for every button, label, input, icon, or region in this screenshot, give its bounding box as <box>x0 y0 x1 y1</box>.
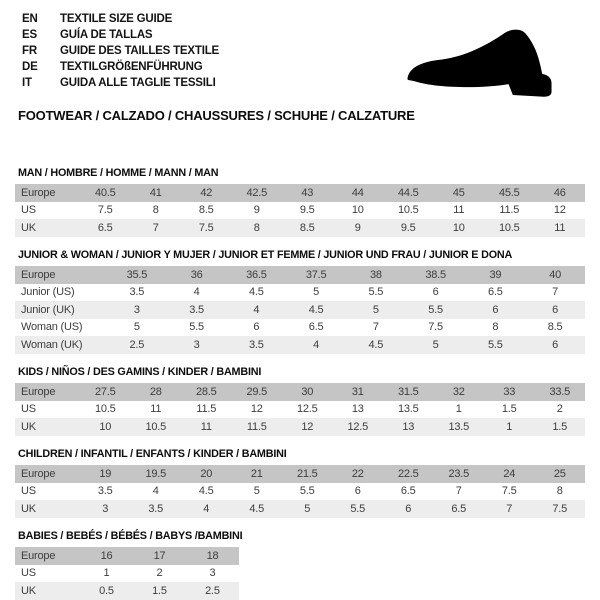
size-value: 13 <box>351 403 364 416</box>
size-value: 19.5 <box>145 467 167 480</box>
size-value: 3.5 <box>189 303 204 316</box>
size-value: 11 <box>150 403 162 416</box>
size-value: 7.5 <box>97 204 113 217</box>
size-value: 1.5 <box>552 420 568 433</box>
row-label: Europe <box>21 467 56 480</box>
size-value: 10 <box>99 420 112 433</box>
size-value: 28.5 <box>195 385 217 398</box>
size-value: 5.5 <box>189 321 204 334</box>
size-value: 5.5 <box>488 338 503 351</box>
size-value: 5.5 <box>368 286 384 299</box>
table-row <box>15 383 585 401</box>
size-value: 13 <box>402 420 415 433</box>
size-value: 17 <box>153 549 166 562</box>
size-value: 33 <box>503 385 516 398</box>
size-value: 10.5 <box>94 403 116 416</box>
size-value: 6.5 <box>400 485 416 498</box>
size-value: 5.5 <box>299 485 315 498</box>
size-value: 7 <box>552 286 559 299</box>
size-value: 12 <box>553 204 566 217</box>
size-value: 16 <box>100 549 113 562</box>
size-value: 4.5 <box>249 502 265 515</box>
size-value: 19 <box>99 467 112 480</box>
size-value: 1 <box>103 567 110 580</box>
size-value: 11.5 <box>499 204 520 217</box>
size-value: 7 <box>152 221 159 234</box>
size-value: 29.5 <box>246 385 268 398</box>
language-header <box>22 11 219 91</box>
section-title: BABIES / BEBÉS / BÉBÉS / BABYS /BAMBINI <box>18 530 243 542</box>
size-value: 31.5 <box>397 385 419 398</box>
lang-code: FR <box>22 45 37 57</box>
size-value: 6.5 <box>488 286 503 299</box>
size-value: 5 <box>133 321 140 334</box>
size-value: 44.5 <box>397 186 419 199</box>
size-value: 21 <box>250 467 263 480</box>
size-value: 3 <box>193 338 200 351</box>
size-value: 7 <box>455 485 462 498</box>
size-value: 4.5 <box>198 485 214 498</box>
size-value: 10.5 <box>145 420 167 433</box>
table-row <box>15 184 585 202</box>
size-value: 39 <box>489 268 502 281</box>
size-value: 6 <box>405 502 412 515</box>
lang-title: TEXTILGRÖßENFÜHRUNG <box>60 61 203 73</box>
size-table <box>15 465 585 518</box>
size-value: 7.5 <box>198 221 214 234</box>
size-value: 7 <box>372 321 379 334</box>
size-value: 3 <box>102 502 109 515</box>
size-value: 21.5 <box>296 467 318 480</box>
size-value: 3.5 <box>129 286 145 299</box>
size-value: 24 <box>503 467 516 480</box>
size-value: 6 <box>253 321 260 334</box>
lang-line-es <box>22 27 219 43</box>
lang-line-de <box>22 59 219 75</box>
size-value: 35.5 <box>126 268 148 281</box>
size-table <box>15 266 585 354</box>
row-label: Woman (UK) <box>21 338 83 351</box>
lang-title: GUIDA ALLE TAGLIE TESSILI <box>60 77 216 89</box>
size-value: 7.5 <box>552 502 568 515</box>
size-value: 9.5 <box>400 221 416 234</box>
size-value: 2.5 <box>205 584 220 597</box>
row-label: US <box>21 485 36 498</box>
size-value: 42.5 <box>246 186 268 199</box>
size-value: 9 <box>354 221 361 234</box>
size-value: 4.5 <box>249 286 264 299</box>
size-value: 20 <box>200 467 213 480</box>
size-value: 8.5 <box>299 221 315 234</box>
size-value: 4.5 <box>308 303 324 316</box>
table-row <box>15 582 239 600</box>
size-value: 9.5 <box>299 204 315 217</box>
size-value: 7.5 <box>501 485 517 498</box>
size-value: 45 <box>452 186 465 199</box>
row-label: Junior (US) <box>21 286 75 299</box>
size-value: 6.5 <box>308 321 324 334</box>
size-value: 40 <box>549 268 562 281</box>
size-value: 43 <box>301 186 314 199</box>
size-value: 6 <box>354 485 361 498</box>
table-row <box>15 500 585 518</box>
size-section-4 <box>15 530 585 600</box>
size-value: 1 <box>506 420 513 433</box>
row-label: US <box>21 403 36 416</box>
lang-title: GUIDE DES TAILLES TEXTILE <box>60 45 219 57</box>
table-row <box>15 219 585 237</box>
size-value: 6.5 <box>451 502 467 515</box>
table-row <box>15 202 585 220</box>
size-value: 1.5 <box>501 403 517 416</box>
size-table <box>15 184 585 237</box>
size-section-2 <box>15 366 585 436</box>
size-value: 37.5 <box>305 268 327 281</box>
table-row <box>15 565 239 583</box>
row-label: US <box>21 204 36 217</box>
size-value: 2.5 <box>129 338 145 351</box>
size-value: 8 <box>152 204 159 217</box>
size-value: 8.5 <box>198 204 214 217</box>
size-tables <box>15 167 585 600</box>
size-value: 22 <box>351 467 364 480</box>
size-value: 25 <box>553 467 566 480</box>
size-value: 5.5 <box>350 502 366 515</box>
table-row <box>15 483 585 501</box>
size-value: 40.5 <box>94 186 116 199</box>
row-label: Europe <box>21 549 56 562</box>
section-title: MAN / HOMBRE / HOMME / MANN / MAN <box>18 167 219 179</box>
section-title: KIDS / NIÑOS / DES GAMINS / KINDER / BAMBINI <box>18 366 262 378</box>
row-label: Europe <box>21 385 56 398</box>
table-row <box>15 301 585 319</box>
size-value: 5 <box>432 338 439 351</box>
lang-line-fr <box>22 43 219 59</box>
size-value: 11 <box>453 204 465 217</box>
size-value: 13.5 <box>397 403 419 416</box>
table-row <box>15 465 585 483</box>
size-value: 41 <box>149 186 162 199</box>
size-value: 12 <box>250 403 263 416</box>
size-value: 31 <box>351 385 364 398</box>
size-value: 6.5 <box>97 221 113 234</box>
table-row <box>15 547 239 565</box>
size-value: 45.5 <box>498 186 520 199</box>
size-value: 22.5 <box>397 467 419 480</box>
lang-title: GUÍA DE TALLAS <box>60 29 153 41</box>
size-value: 23.5 <box>448 467 470 480</box>
size-value: 12 <box>301 420 314 433</box>
size-table <box>15 547 585 600</box>
size-value: 5 <box>253 485 260 498</box>
row-label: Junior (UK) <box>21 303 75 316</box>
size-value: 36 <box>190 268 203 281</box>
size-value: 4.5 <box>368 338 384 351</box>
size-value: 13.5 <box>448 420 470 433</box>
size-value: 8 <box>556 485 563 498</box>
lang-title: TEXTILE SIZE GUIDE <box>60 13 173 25</box>
size-value: 4 <box>193 286 200 299</box>
table-row <box>15 319 585 337</box>
section-title: CHILDREN / INFANTIL / ENFANTS / KINDER / BAMBINI <box>18 448 287 460</box>
size-value: 8 <box>492 321 499 334</box>
size-value: 11 <box>554 221 566 234</box>
size-value: 11 <box>200 420 212 433</box>
size-value: 27.5 <box>94 385 116 398</box>
size-value: 6 <box>552 338 559 351</box>
size-value: 3.5 <box>97 485 113 498</box>
size-section-0 <box>15 167 585 237</box>
size-value: 28 <box>149 385 162 398</box>
size-value: 5 <box>313 286 320 299</box>
table-row <box>15 266 585 284</box>
size-value: 42 <box>200 186 213 199</box>
size-value: 2 <box>556 403 563 416</box>
size-value: 10.5 <box>498 221 520 234</box>
row-label: UK <box>21 221 36 234</box>
row-label: Europe <box>21 186 56 199</box>
size-value: 0.5 <box>99 584 114 597</box>
size-value: 33.5 <box>549 385 571 398</box>
size-value: 46 <box>553 186 566 199</box>
size-value: 32 <box>452 385 465 398</box>
row-label: UK <box>21 584 36 597</box>
lang-line-it <box>22 75 219 91</box>
table-row <box>15 284 585 302</box>
size-value: 12.5 <box>296 403 318 416</box>
size-value: 3.5 <box>249 338 264 351</box>
size-value: 6 <box>432 286 439 299</box>
size-value: 2 <box>156 567 163 580</box>
size-value: 6 <box>492 303 499 316</box>
size-value: 7 <box>506 502 513 515</box>
size-value: 8.5 <box>547 321 563 334</box>
size-value: 1.5 <box>152 584 167 597</box>
size-value: 6 <box>552 303 559 316</box>
row-label: Woman (US) <box>21 321 83 334</box>
size-section-1 <box>15 249 585 354</box>
size-value: 11.5 <box>196 403 217 416</box>
dress-shoe-icon <box>396 26 574 106</box>
size-value: 36.5 <box>246 268 267 281</box>
size-value: 4 <box>313 338 320 351</box>
size-value: 4 <box>253 303 260 316</box>
size-table <box>15 383 585 436</box>
size-value: 5 <box>372 303 379 316</box>
size-value: 3 <box>133 303 140 316</box>
size-value: 1 <box>455 403 462 416</box>
size-value: 30 <box>301 385 314 398</box>
size-value: 7.5 <box>428 321 443 334</box>
size-value: 5 <box>304 502 311 515</box>
lang-code: ES <box>22 29 37 41</box>
lang-code: EN <box>22 13 38 25</box>
row-label: UK <box>21 420 36 433</box>
row-label: Europe <box>21 268 56 281</box>
size-value: 5.5 <box>428 303 443 316</box>
size-value: 3 <box>209 567 216 580</box>
category-title: FOOTWEAR / CALZADO / CHAUSSURES / SCHUHE / CALZATURE <box>18 108 415 123</box>
size-section-3 <box>15 448 585 518</box>
size-value: 4 <box>203 502 210 515</box>
size-value: 10 <box>452 221 465 234</box>
table-row <box>15 418 585 436</box>
table-row <box>15 336 585 354</box>
size-value: 38 <box>369 268 382 281</box>
size-value: 10 <box>351 204 364 217</box>
size-value: 10.5 <box>397 204 419 217</box>
size-value: 44 <box>351 186 364 199</box>
size-value: 11.5 <box>246 420 267 433</box>
size-value: 8 <box>253 221 260 234</box>
size-value: 3.5 <box>148 502 164 515</box>
section-title: JUNIOR & WOMAN / JUNIOR Y MUJER / JUNIOR ET FEMME / JUNIOR UND FRAU / JUNIOR E DONA <box>18 249 513 261</box>
lang-code: IT <box>22 77 32 89</box>
table-row <box>15 401 585 419</box>
lang-code: DE <box>22 61 38 73</box>
size-value: 18 <box>206 549 219 562</box>
row-label: UK <box>21 502 36 515</box>
size-value: 9 <box>253 204 260 217</box>
size-value: 38.5 <box>425 268 446 281</box>
lang-line-en <box>22 11 219 27</box>
size-value: 12.5 <box>347 420 369 433</box>
size-value: 4 <box>152 485 159 498</box>
row-label: US <box>21 567 36 580</box>
